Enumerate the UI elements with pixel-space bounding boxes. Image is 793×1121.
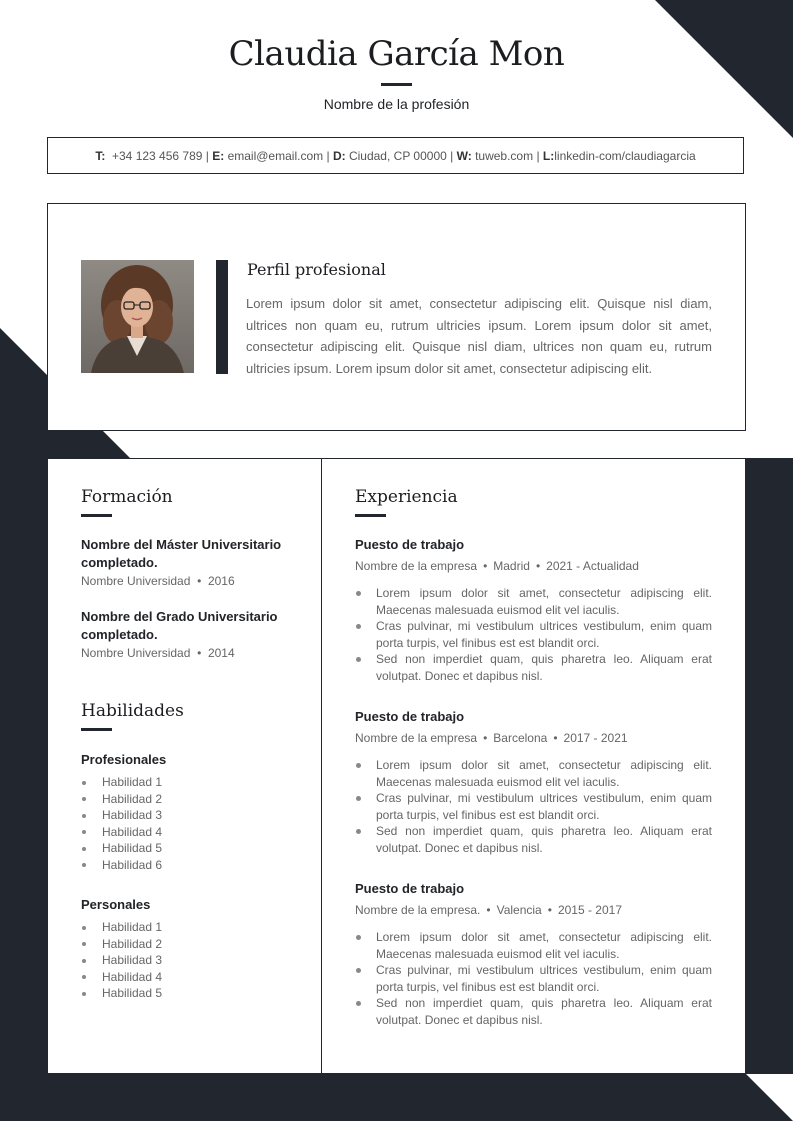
email-value[interactable]: email@email.com [227, 148, 324, 163]
skill-item: Habilidad 6 [81, 857, 162, 874]
email-label: E: [212, 148, 225, 163]
meta-dot: • [197, 646, 202, 660]
meta-dot: • [197, 574, 202, 588]
personal-skills-list [81, 919, 162, 1002]
job-title: Puesto de trabajo [355, 881, 465, 896]
education-school: Nombre Universidad [81, 574, 191, 588]
contact-separator: | [326, 148, 330, 163]
address-label: D: [332, 148, 346, 163]
skill-item: Habilidad 1 [81, 919, 162, 936]
job-bullets [355, 757, 712, 857]
education-title-underline [81, 514, 112, 517]
job-meta [355, 903, 712, 917]
education-item [81, 536, 306, 588]
meta-dot: • [547, 903, 552, 917]
job-bullet: Sed non imperdiet quam, quis pharetra leo. Aliquam erat volutpat. Donec et dapibus nisl. [355, 995, 712, 1028]
profile-title: Perfil profesional [247, 260, 386, 279]
profile-photo [81, 260, 194, 373]
skill-item: Habilidad 3 [81, 807, 162, 824]
job-period: 2017 - 2021 [563, 731, 628, 745]
education-year: 2016 [207, 574, 235, 588]
job-bullet: Lorem ipsum dolor sit amet, consectetur adipiscing elit. Maecenas malesuada euismod elit vel iaculis. [355, 585, 712, 618]
education-degree: Nombre del Máster Universitario completado. [81, 537, 282, 570]
linkedin-label: L: [542, 148, 555, 163]
education-title: Formación [81, 487, 173, 507]
skill-item: Habilidad 4 [81, 824, 162, 841]
column-divider [321, 459, 322, 1073]
meta-dot: • [483, 731, 488, 745]
web-label: W: [456, 148, 472, 163]
job-bullet: Lorem ipsum dolor sit amet, consectetur adipiscing elit. Maecenas malesuada euismod elit vel iaculis. [355, 757, 712, 790]
profession-title: Nombre de la profesión [323, 96, 470, 112]
job-company: Nombre de la empresa. [355, 903, 481, 917]
job-bullets [355, 585, 712, 685]
profile-section [47, 203, 746, 431]
linkedin-value[interactable]: linkedin-com/claudiagarcia [554, 148, 696, 163]
meta-dot: • [535, 559, 541, 573]
job-bullet: Cras pulvinar, mi vestibulum ultrices vestibulum, enim quam porta turpis, vel finibus est est blandit orci. [355, 618, 712, 651]
education-item [81, 608, 306, 660]
skill-item: Habilidad 5 [81, 985, 162, 1002]
education-meta [81, 574, 306, 588]
phone-value: +34 123 456 789 [112, 148, 203, 163]
education-meta [81, 646, 306, 660]
job-company: Nombre de la empresa [355, 731, 478, 745]
experience-title-underline [355, 514, 386, 517]
job-entry [355, 537, 712, 685]
professional-skills-title: Profesionales [81, 752, 167, 767]
meta-dot: • [483, 559, 488, 573]
job-city: Madrid [493, 559, 530, 573]
web-value[interactable]: tuweb.com [475, 148, 534, 163]
skill-item: Habilidad 1 [81, 774, 162, 791]
contact-separator: | [450, 148, 454, 163]
job-period: 2015 - 2017 [557, 903, 622, 917]
phone-label: T: [95, 148, 106, 163]
meta-dot: • [553, 731, 558, 745]
education-degree: Nombre del Grado Universitario completado. [81, 609, 278, 642]
job-city: Barcelona [493, 731, 548, 745]
skill-item: Habilidad 5 [81, 840, 162, 857]
skill-item: Habilidad 2 [81, 936, 162, 953]
name-underline [381, 83, 412, 86]
address-value: Ciudad, CP 00000 [348, 148, 447, 163]
skill-item: Habilidad 2 [81, 791, 162, 808]
job-company: Nombre de la empresa [355, 559, 478, 573]
education-school: Nombre Universidad [81, 646, 191, 660]
skills-title: Habilidades [81, 701, 184, 721]
job-bullet: Sed non imperdiet quam, quis pharetra leo. Aliquam erat volutpat. Donec et dapibus nisl. [355, 823, 712, 856]
main-content [47, 458, 746, 1074]
job-title: Puesto de trabajo [355, 537, 465, 552]
contact-bar [47, 137, 744, 174]
job-bullets [355, 929, 712, 1029]
profile-accent-bar [216, 260, 228, 374]
skill-item: Habilidad 4 [81, 969, 162, 986]
job-bullet: Cras pulvinar, mi vestibulum ultrices vestibulum, enim quam porta turpis, vel finibus est est blandit orci. [355, 962, 712, 995]
meta-dot: • [486, 903, 491, 917]
job-title: Puesto de trabajo [355, 709, 465, 724]
experience-title: Experiencia [355, 487, 458, 507]
contact-separator: | [205, 148, 209, 163]
contact-separator: | [536, 148, 540, 163]
education-year: 2014 [207, 646, 235, 660]
personal-skills-title: Personales [81, 897, 151, 912]
job-meta [355, 731, 712, 745]
job-bullet: Lorem ipsum dolor sit amet, consectetur adipiscing elit. Maecenas malesuada euismod elit vel iaculis. [355, 929, 712, 962]
skills-title-underline [81, 728, 112, 731]
professional-skills-list [81, 774, 162, 874]
job-entry [355, 709, 712, 857]
profile-summary: Lorem ipsum dolor sit amet, consectetur adipiscing elit. Quisque nisl diam, ultrices non quam eu, rutrum ultricies ipsum. Lorem ipsum dolor sit amet, consectetur adipiscing elit. Quisque nisl diam, ultrices non quam eu, rutrum ultricies ipsum. Lorem ipsum dolor sit amet, consectetur adipiscing elit. [246, 296, 712, 377]
job-bullet: Cras pulvinar, mi vestibulum ultrices vestibulum, enim quam porta turpis, vel finibus est est blandit orci. [355, 790, 712, 823]
skill-item: Habilidad 3 [81, 952, 162, 969]
job-city: Valencia [496, 903, 542, 917]
job-period: 2021 - Actualidad [546, 559, 639, 573]
job-bullet: Sed non imperdiet quam, quis pharetra leo. Aliquam erat volutpat. Donec et dapibus nisl. [355, 651, 712, 684]
job-entry [355, 881, 712, 1029]
candidate-name: Claudia García Mon [228, 34, 565, 74]
job-meta [355, 559, 712, 573]
